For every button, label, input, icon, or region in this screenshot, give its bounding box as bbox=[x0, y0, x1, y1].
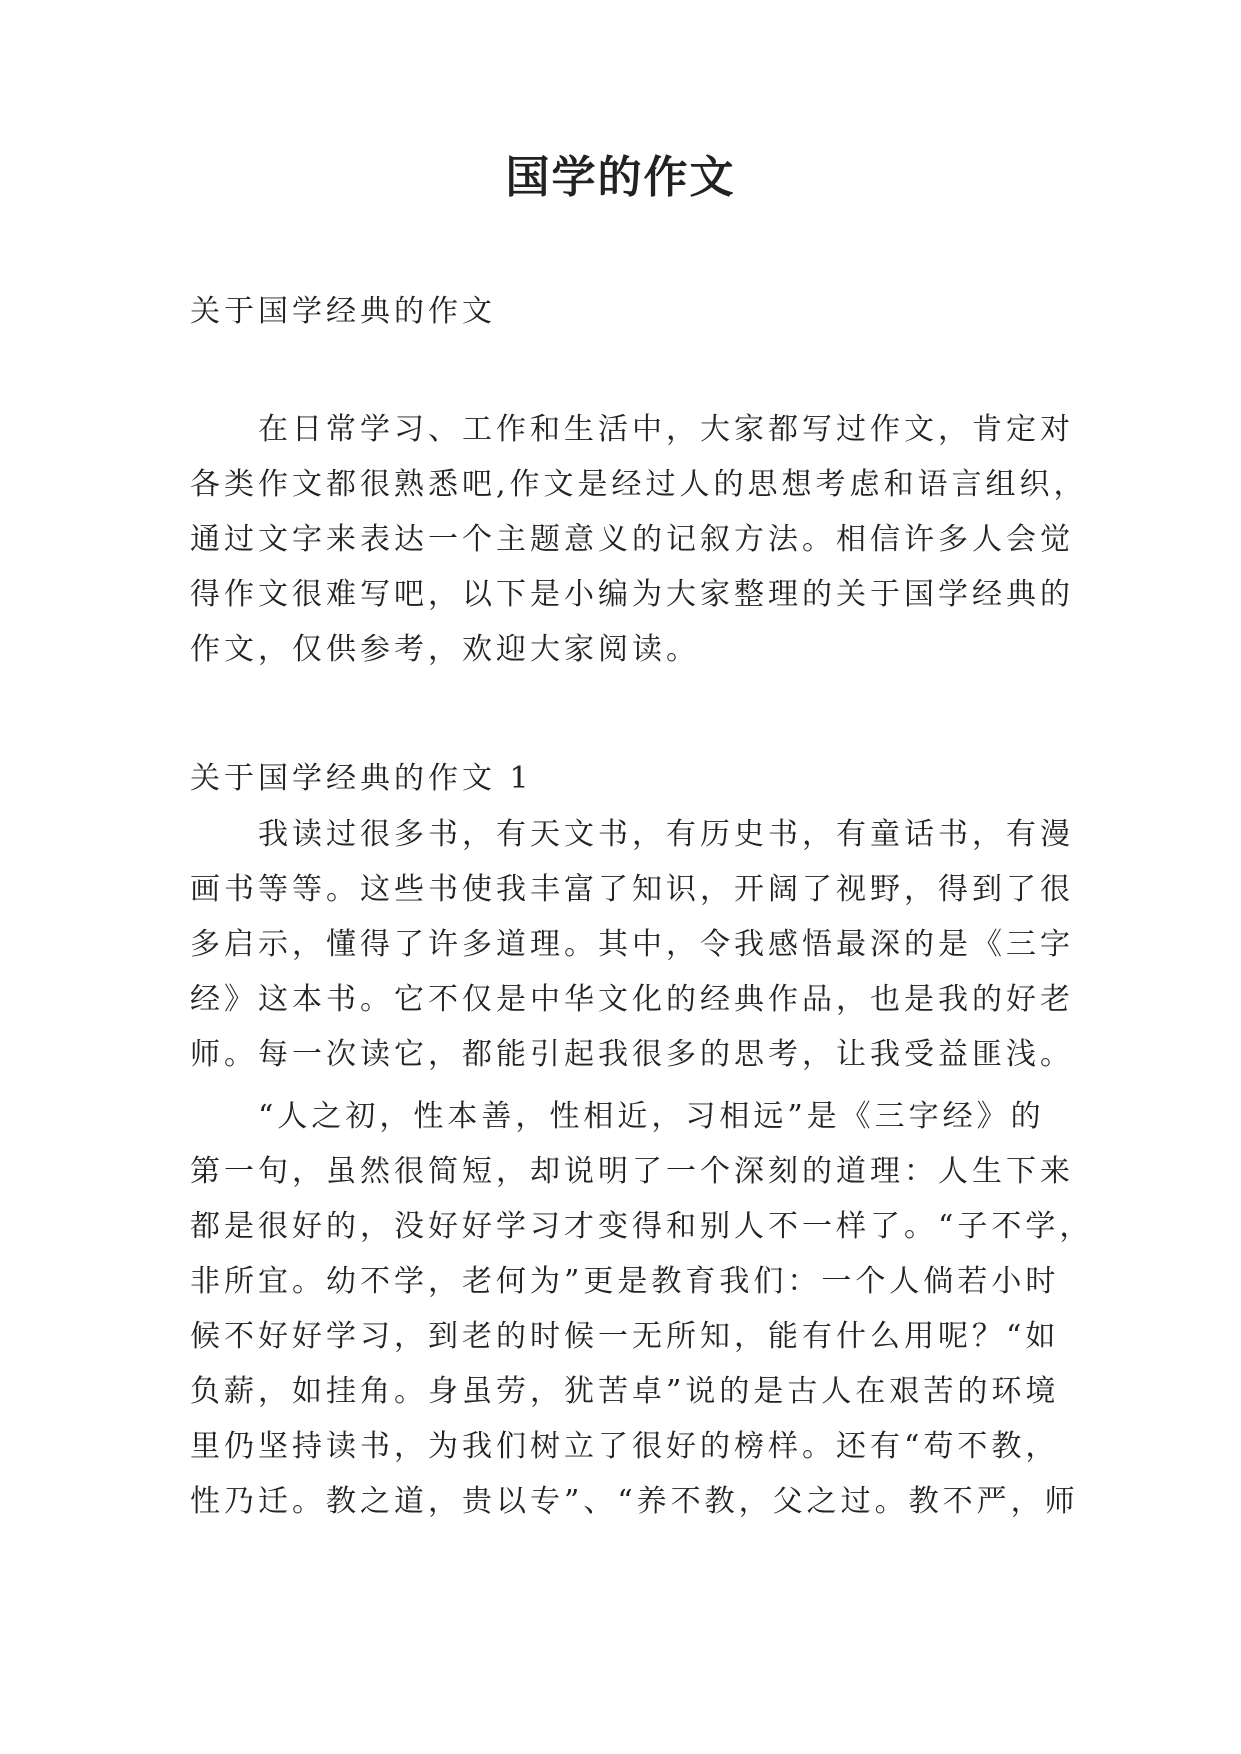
paragraph-line: 第一句，虽然很简短，却说明了一个深刻的道理：人生下来 bbox=[190, 1154, 1074, 1189]
paragraph-line: “人之初，性本善，性相近，习相远”是《三字经》的 bbox=[258, 1099, 1045, 1134]
intro-line: 作文，仅供参考，欢迎大家阅读。 bbox=[190, 632, 700, 667]
intro-line: 各类作文都很熟悉吧,作文是经过人的思想考虑和语言组织， bbox=[190, 467, 1088, 502]
intro-line: 得作文很难写吧，以下是小编为大家整理的关于国学经典的 bbox=[190, 577, 1074, 612]
intro-line: 在日常学习、工作和生活中，大家都写过作文，肯定对 bbox=[258, 412, 1074, 447]
paragraph-line: 师。每一次读它，都能引起我很多的思考，让我受益匪浅。 bbox=[190, 1037, 1074, 1072]
paragraph-line: 都是很好的，没好好学习才变得和别人不一样了。“子不学， bbox=[190, 1209, 1094, 1244]
paragraph-line: 负薪，如挂角。身虽劳，犹苦卓”说的是古人在艰苦的环境 bbox=[190, 1374, 1060, 1409]
paragraph-line: 多启示，懂得了许多道理。其中，令我感悟最深的是《三字 bbox=[190, 927, 1074, 962]
paragraph-line: 经》这本书。它不仅是中华文化的经典作品，也是我的好老 bbox=[190, 982, 1074, 1017]
paragraph-line: 里仍坚持读书，为我们树立了很好的榜样。还有“苟不教， bbox=[190, 1429, 1060, 1464]
intro-line: 通过文字来表达一个主题意义的记叙方法。相信许多人会觉 bbox=[190, 522, 1074, 557]
paragraph-line: 性乃迁。教之道，贵以专”、“养不教，父之过。教不严，师 bbox=[190, 1484, 1079, 1519]
paragraph-line: 我读过很多书，有天文书，有历史书，有童话书，有漫 bbox=[258, 817, 1074, 852]
subtitle: 关于国学经典的作文 bbox=[190, 294, 496, 329]
paragraph-line: 非所宜。幼不学，老何为”更是教育我们：一个人倘若小时 bbox=[190, 1264, 1060, 1299]
paragraph-line: 候不好好学习，到老的时候一无所知，能有什么用呢？“如 bbox=[190, 1319, 1060, 1354]
section-heading: 关于国学经典的作文 1 bbox=[190, 761, 533, 796]
document-title: 国学的作文 bbox=[505, 152, 736, 203]
paragraph-line: 画书等等。这些书使我丰富了知识，开阔了视野，得到了很 bbox=[190, 872, 1074, 907]
